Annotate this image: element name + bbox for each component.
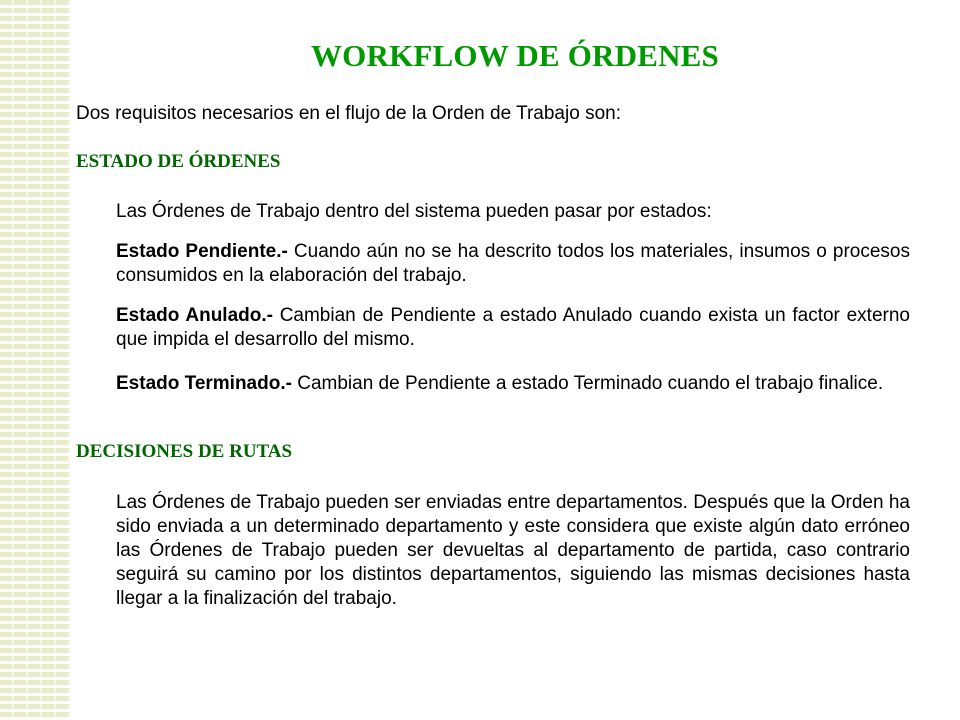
- section-heading-estados: ESTADO DE ÓRDENES: [76, 151, 281, 172]
- estados-intro: Las Órdenes de Trabajo dentro del sistema pueden pasar por estados:: [116, 201, 712, 222]
- rutas-paragraph: Las Órdenes de Trabajo pueden ser enviadas entre departamentos. Después que la Orden ha sido enviada a un determinado departamento y este considera que existe algún dato erróneo las Órdenes de Trabajo pueden ser devueltas al departamento de partida, caso contrario seguirá su camino por los distintos departamentos, siguiendo las mismas decisiones hasta llegar a la finalización del trabajo.: [116, 492, 910, 609]
- estado-anulado-text: Cambian de Pendiente a estado Anulado cuando exista un factor externo que impida el desarrollo del mismo.: [116, 305, 910, 350]
- estado-anulado-paragraph: [116, 304, 910, 352]
- section-heading-rutas: DECISIONES DE RUTAS: [76, 441, 293, 462]
- slide-title: WORKFLOW DE ÓRDENES: [310, 38, 719, 73]
- estado-terminado-text: Cambian de Pendiente a estado Terminado cuando el trabajo finalice.: [291, 373, 884, 394]
- estado-terminado-term: Estado Terminado.-: [116, 373, 292, 394]
- estado-anulado-term: Estado Anulado.-: [116, 305, 273, 326]
- decorative-side-stripe: [0, 0, 70, 720]
- estado-terminado-paragraph: [116, 372, 910, 396]
- estado-pendiente-paragraph: [116, 240, 910, 288]
- intro-text: Dos requisitos necesarios en el flujo de la Orden de Trabajo son:: [76, 103, 621, 124]
- estado-pendiente-term: Estado Pendiente.-: [116, 241, 288, 262]
- estado-pendiente-text: Cuando aún no se ha descrito todos los materiales, insumos o procesos consumidos en la elaboración del trabajo.: [116, 241, 910, 286]
